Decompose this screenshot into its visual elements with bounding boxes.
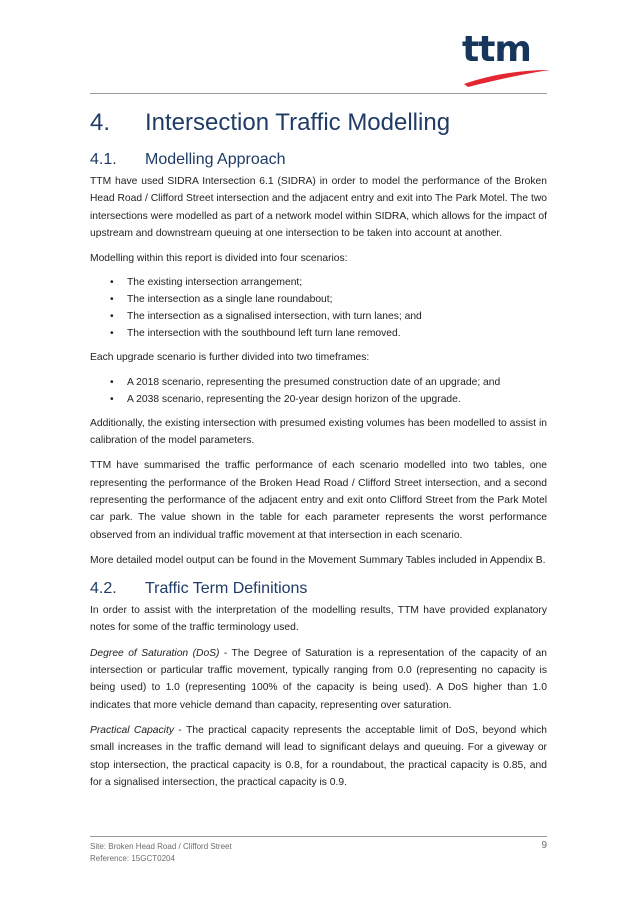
list-item (90, 374, 547, 391)
subsection-heading-modelling-approach (90, 150, 547, 170)
section-heading (90, 106, 547, 140)
page-number: 9 (541, 840, 547, 851)
list-item (90, 391, 547, 408)
logo-swoosh-icon (462, 64, 552, 88)
footer-info (90, 841, 232, 865)
bullet-icon: • (110, 376, 114, 388)
bullet-icon: • (110, 294, 114, 306)
list-item-text: The existing intersection arrangement; (127, 277, 303, 289)
definition-practical-capacity (90, 722, 547, 791)
header-divider (90, 93, 547, 94)
definition-text: - The Degree of Saturation is a representation of the capacity of an intersection or particular traffic movement, typically ranging from 0.0 (representing no capacity is being used) to 1.0 (representing 100% of the capacity is being used). A DoS higher than 1.0 indicates that more vehicle demand than capacity, representing over saturation. (90, 647, 547, 711)
paragraph: TTM have summarised the traffic performance of each scenario modelled into two tables, one representing the performance of the Broken Head Road / Clifford Street intersection, and a second representing the performance of the adjacent entry and exit onto Clifford Street from the Park Motel car park. The value shown in the table for each parameter represents the worst performance observed from an individual traffic movement at that intersection in each scenario. (90, 460, 547, 541)
list-item (90, 308, 547, 325)
definition-text: - The practical capacity represents the acceptable limit of DoS, beyond which small increases in the traffic demand will lead to significant delays and queuing. For a giveway or stop intersection, the practical capacity is 0.8, for a roundabout, the practical capacity is 0.85, and for a signalised intersection, the practical capacity is 0.9. (90, 724, 547, 788)
subsection-heading-traffic-terms (90, 579, 547, 599)
list-item-text: A 2018 scenario, representing the presumed construction date of an upgrade; and (127, 376, 501, 388)
paragraph: Each upgrade scenario is further divided into two timeframes: (90, 352, 370, 364)
paragraph: TTM have used SIDRA Intersection 6.1 (SIDRA) in order to model the performance of the Broken Head Road / Clifford Street intersection and the adjacent entry and exit into The Park Motel. The two intersections were modelled as part of a network model within SIDRA, which allows for the impact of upstream and downstream queuing at one intersection to be taken into account at another. (90, 176, 547, 239)
bullet-icon: • (110, 277, 114, 289)
bullet-icon: • (110, 393, 114, 405)
subsection-title: Traffic Term Definitions (145, 580, 308, 598)
section-number: 4. (90, 109, 111, 136)
scenario-list (90, 274, 547, 342)
document-body (90, 106, 547, 799)
list-item-text: The intersection with the southbound left turn lane removed. (127, 328, 401, 340)
footer-divider (90, 836, 547, 837)
bullet-icon: • (110, 328, 114, 340)
subsection-title: Modelling Approach (145, 151, 286, 168)
definition-degree-of-saturation (90, 645, 547, 714)
definition-term: Practical Capacity (90, 724, 174, 736)
section-title: Intersection Traffic Modelling (145, 109, 451, 136)
list-item (90, 325, 547, 342)
timeframe-list (90, 374, 547, 408)
definition-term: Degree of Saturation (DoS) (90, 647, 220, 659)
list-item-text: The intersection as a single lane roundabout; (127, 294, 333, 306)
subsection-number: 4.2. (90, 580, 117, 598)
bullet-icon: • (110, 311, 114, 323)
paragraph: Modelling within this report is divided into four scenarios: (90, 253, 348, 265)
list-item (90, 291, 547, 308)
footer-reference: Reference: 15GCT0204 (90, 854, 175, 863)
subsection-number: 4.1. (90, 151, 117, 168)
paragraph: Additionally, the existing intersection with presumed existing volumes has been modelled to assist in calibration of the model parameters. (90, 417, 547, 447)
list-item-text: The intersection as a signalised intersection, with turn lanes; and (127, 311, 422, 323)
ttm-logo (462, 30, 558, 90)
list-item (90, 274, 547, 291)
list-item-text: A 2038 scenario, representing the 20-year design horizon of the upgrade. (127, 393, 461, 405)
paragraph: More detailed model output can be found in the Movement Summary Tables included in Appendix B. (90, 554, 546, 566)
logo-text: ttm (462, 29, 531, 70)
footer-site: Site: Broken Head Road / Clifford Street (90, 842, 232, 851)
paragraph: In order to assist with the interpretation of the modelling results, TTM have provided explanatory notes for some of the traffic terminology used. (90, 605, 547, 634)
